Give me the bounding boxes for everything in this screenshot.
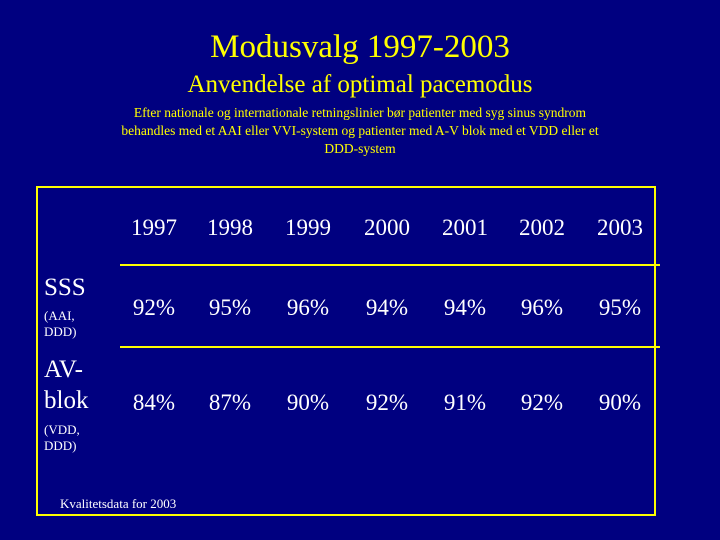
row-sublabel: (VDD, bbox=[44, 422, 80, 437]
row-label-av-blok: blok bbox=[44, 387, 89, 414]
table-cell: 90% bbox=[286, 390, 330, 415]
table-cell: 87% bbox=[208, 390, 252, 415]
table-cell: 91% bbox=[443, 390, 487, 415]
year-header: 2002 bbox=[519, 215, 565, 240]
table-cell: 84% bbox=[132, 390, 176, 415]
year-header: 1999 bbox=[285, 215, 331, 240]
table-cell: 94% bbox=[443, 295, 487, 320]
year-header: 2000 bbox=[364, 215, 410, 240]
description-line: behandles med et AAI eller VVI-system og patienter med A-V blok med et VDD eller et bbox=[121, 123, 599, 138]
year-header: 1997 bbox=[131, 215, 177, 240]
table-cell: 92% bbox=[365, 390, 409, 415]
row-sublabel: DDD) bbox=[44, 324, 77, 339]
table-cell: 92% bbox=[520, 390, 564, 415]
table-cell: 96% bbox=[286, 295, 330, 320]
description-line: DDD-system bbox=[324, 141, 396, 156]
table-cell: 94% bbox=[365, 295, 409, 320]
row-label-av-blok: AV- bbox=[44, 356, 83, 383]
row-sublabel: (AAI, bbox=[44, 308, 75, 323]
slide-title: Modusvalg 1997-2003 bbox=[210, 29, 510, 65]
table-cell: 95% bbox=[598, 295, 642, 320]
table-cell: 96% bbox=[520, 295, 564, 320]
row-label-sss: SSS bbox=[44, 274, 86, 301]
description-text bbox=[50, 104, 670, 158]
table-cell: 95% bbox=[208, 295, 252, 320]
description-line: Efter nationale og internationale retningslinier bør patienter med syg sinus syndrom bbox=[133, 105, 587, 120]
table-divider bbox=[120, 346, 660, 348]
year-header: 1998 bbox=[207, 215, 253, 240]
year-header: 2003 bbox=[597, 215, 643, 240]
year-header: 2001 bbox=[442, 215, 488, 240]
row-sublabel: DDD) bbox=[44, 438, 77, 453]
table-cell: 90% bbox=[598, 390, 642, 415]
table-divider bbox=[120, 264, 660, 266]
footnote: Kvalitetsdata for 2003 bbox=[60, 496, 177, 511]
slide-subtitle: Anvendelse af optimal pacemodus bbox=[187, 71, 533, 98]
table-cell: 92% bbox=[132, 295, 176, 320]
